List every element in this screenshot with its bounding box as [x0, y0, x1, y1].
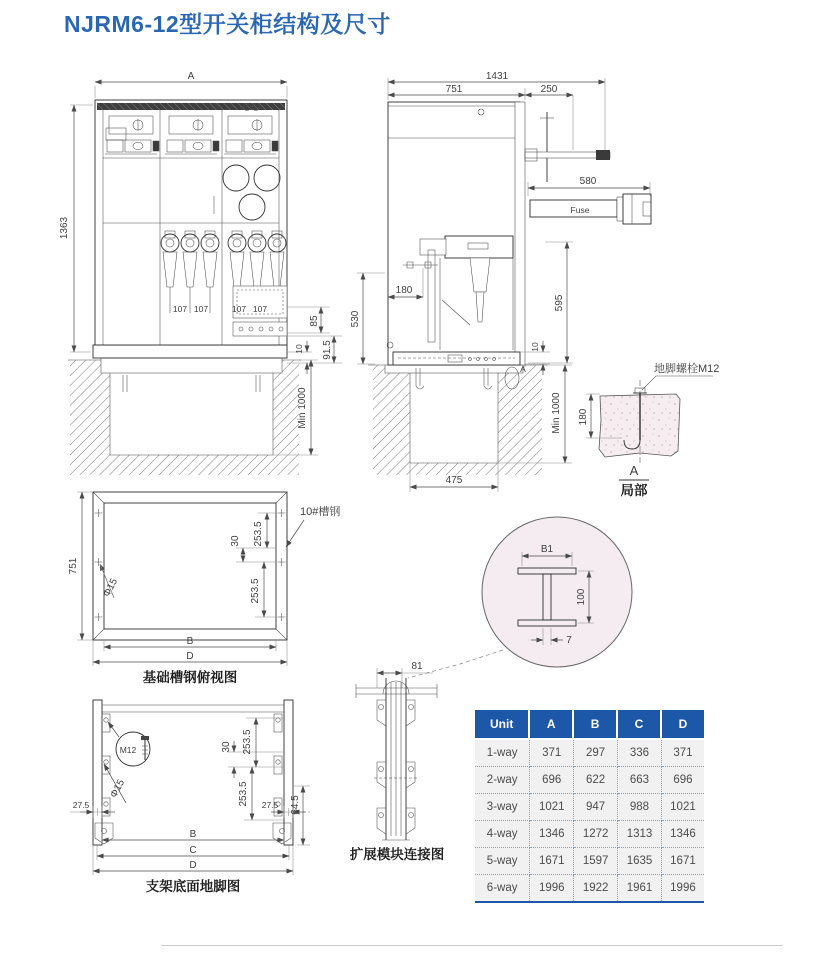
table-cell: 1922 — [574, 875, 618, 901]
table-cell: 1671 — [530, 848, 574, 875]
table-cell: 1671 — [662, 848, 704, 875]
anchor-bolt-callout: 地脚螺栓M12 — [654, 363, 720, 375]
dim-253-bottom: 253.5 — [250, 578, 261, 604]
table-cell: 5-way — [475, 848, 530, 875]
table-cell: 1021 — [530, 794, 574, 821]
dim-81: 81 — [411, 661, 423, 672]
dim-front-width: A — [187, 71, 195, 82]
dim-64-5: 64.5 — [290, 795, 301, 815]
front-view-figure — [59, 71, 342, 475]
foundation-plan-figure — [68, 492, 340, 685]
table-cell: 1346 — [662, 821, 704, 848]
table-row — [475, 794, 704, 821]
table-cell: 371 — [662, 740, 704, 767]
size-table — [475, 710, 704, 903]
table-header-b: B — [574, 710, 618, 740]
cable-label: 107 — [252, 304, 268, 314]
table-cell: 4-way — [475, 821, 530, 848]
dim-c-bracket: C — [189, 845, 197, 856]
dim-b-foundation: B — [186, 636, 194, 647]
table-cell: 1996 — [662, 875, 704, 901]
foundation-caption: 基础槽钢俯视图 — [142, 670, 238, 685]
dim-b-bracket: B — [189, 829, 197, 840]
fuse-label: Fuse — [570, 205, 590, 215]
hole-diameter-label-bracket: Φ15 — [108, 777, 128, 800]
dim-100: 100 — [576, 588, 587, 606]
table-header-a: A — [530, 710, 574, 740]
cable-label: 107 — [193, 304, 209, 314]
table-row — [475, 740, 704, 767]
dim-10-side: 10 — [530, 342, 540, 352]
cable-label: 107 — [231, 304, 247, 314]
dim-d-foundation: D — [186, 651, 194, 662]
dim-total: 1431 — [485, 71, 509, 82]
dim-7: 7 — [566, 635, 572, 646]
table-cell: 3-way — [475, 794, 530, 821]
table-header-d: D — [662, 710, 704, 740]
table-cell: 1346 — [530, 821, 574, 848]
cable-label: 107 — [172, 304, 188, 314]
table-cell: 1996 — [530, 875, 574, 901]
anchor-detail-figure — [578, 361, 719, 498]
dim-27-left: 27.5 — [72, 800, 90, 810]
dim-85: 85 — [309, 315, 320, 327]
table-cell: 1961 — [618, 875, 662, 901]
dim-580: 580 — [579, 176, 597, 187]
dim-751: 751 — [445, 84, 463, 95]
dim-180-detail: 180 — [578, 408, 589, 426]
page-title: NJRM6-12型开关柜结构及尺寸 — [64, 11, 391, 37]
table-row — [475, 875, 704, 901]
dim-91-5: 91.5 — [322, 340, 333, 360]
table-cell: 1597 — [574, 848, 618, 875]
channel-steel-label: 10#槽钢 — [300, 506, 341, 518]
table-cell: 297 — [574, 740, 618, 767]
table-row — [475, 821, 704, 848]
dim-30: 30 — [230, 535, 241, 547]
dim-595: 595 — [554, 294, 565, 312]
dim-pit-depth-side: Min 1000 — [551, 392, 562, 434]
dim-b1: B1 — [540, 544, 554, 555]
unit-dimensions-table — [475, 710, 704, 903]
table-cell: 336 — [618, 740, 662, 767]
dim-30-bracket: 30 — [221, 741, 232, 753]
bracket-plan-figure — [70, 700, 310, 894]
dim-front-height: 1363 — [59, 216, 70, 240]
dim-253-bottom-bracket: 253.5 — [238, 781, 249, 807]
dim-27-right: 27.5 — [261, 800, 279, 810]
table-cell: 1635 — [618, 848, 662, 875]
table-row — [475, 767, 704, 794]
beam-section-detail-figure — [408, 517, 632, 678]
table-cell: 1272 — [574, 821, 618, 848]
table-cell: 988 — [618, 794, 662, 821]
table-cell: 947 — [574, 794, 618, 821]
dim-pit-depth: Min 1000 — [297, 387, 308, 429]
table-header-unit: Unit — [475, 710, 530, 740]
bolt-label: M12 — [119, 745, 137, 755]
table-header-c: C — [618, 710, 662, 740]
dim-250: 250 — [540, 84, 558, 95]
dim-751-foundation: 751 — [68, 557, 79, 575]
dim-180: 180 — [395, 285, 413, 296]
table-cell: 1021 — [662, 794, 704, 821]
detail-a-marker: A — [520, 364, 526, 374]
dim-530: 530 — [350, 310, 361, 328]
table-cell: 6-way — [475, 875, 530, 901]
table-cell: 1313 — [618, 821, 662, 848]
table-cell: 696 — [530, 767, 574, 794]
table-cell: 1-way — [475, 740, 530, 767]
expansion-caption: 扩展模块连接图 — [349, 847, 445, 862]
footer-divider — [161, 945, 783, 946]
dim-253-top-bracket: 253.5 — [242, 729, 253, 755]
table-row — [475, 848, 704, 875]
table-cell: 622 — [574, 767, 618, 794]
table-cell: 696 — [662, 767, 704, 794]
dim-475: 475 — [445, 475, 463, 486]
detail-marker: A — [629, 463, 639, 478]
expansion-module-figure — [350, 661, 445, 862]
dim-10: 10 — [294, 344, 304, 354]
detail-caption: 局部 — [620, 483, 648, 498]
hole-diameter-label: Φ15 — [101, 576, 121, 599]
table-cell: 371 — [530, 740, 574, 767]
bracket-caption: 支架底面地脚图 — [145, 879, 241, 894]
table-cell: 2-way — [475, 767, 530, 794]
dim-d-bracket: D — [189, 860, 197, 871]
table-cell: 663 — [618, 767, 662, 794]
dim-253-top: 253.5 — [253, 521, 264, 547]
